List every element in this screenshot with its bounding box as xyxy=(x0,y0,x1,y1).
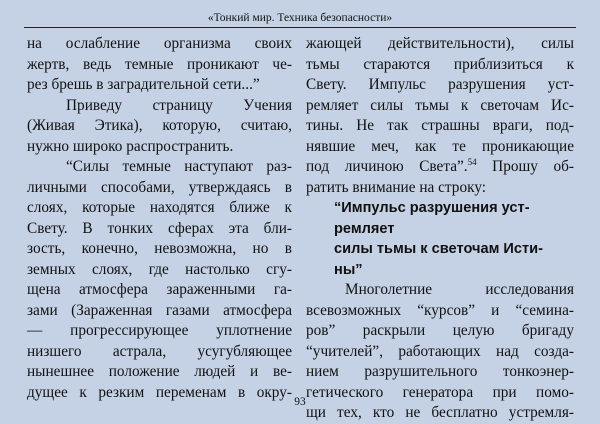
text-line: “учителей”, работающих над созда- xyxy=(306,342,574,360)
text-line: дущее к резким переменам в окру- xyxy=(27,383,292,401)
text-line: ратить внимание на строку: xyxy=(306,178,487,196)
text-line: земных слоях, где настолько сгу- xyxy=(27,260,292,278)
text-line: Свету. Импульс разрушения уст- xyxy=(306,76,574,93)
text-line: слоях, которые находятся ближе к xyxy=(27,199,292,216)
text-line: зами (Зараженная газами атмосфера xyxy=(27,301,292,319)
text-line: нужно широко распространить. xyxy=(27,137,234,155)
text-line: Многолетние исследования xyxy=(345,281,574,298)
text-line: ров” раскрыли целую бригаду xyxy=(306,322,574,339)
running-head: «Тонкий мир. Техника безопасности» xyxy=(207,12,393,24)
text-line xyxy=(306,157,574,178)
left-column xyxy=(27,34,292,403)
header-rule xyxy=(24,27,576,28)
text-line: Приведу страницу Учения xyxy=(66,96,292,114)
quote-end: под личиною Света”. xyxy=(306,158,468,175)
text-line: жертв, ведь темные проникают че- xyxy=(27,55,292,73)
text-line: нынешнее положение людей и ве- xyxy=(27,363,292,380)
page-number: 93 xyxy=(294,396,306,408)
text-line: гетического генератора при помо- xyxy=(306,383,574,401)
text-line: на ослабление организма своих xyxy=(27,35,292,52)
text-line: Свету. В тонких сферах эта бли- xyxy=(27,219,292,237)
emphasized-line: “Импульс разрушения уст- xyxy=(334,200,530,216)
text-line: нием разрушительного тонкоэнер- xyxy=(306,363,574,380)
emphasized-line: ремляет xyxy=(334,220,395,237)
text-line: “Силы темные наступают раз- xyxy=(66,158,292,175)
text-line: щи тех, кто не бесплатно устремля- xyxy=(306,404,574,421)
text-line: ремляет силы тьмы к светочам Ис- xyxy=(306,96,574,114)
request-text: Прошу об- xyxy=(476,158,574,175)
text-line: (Живая Этика), которую, считаю, xyxy=(27,117,292,134)
emphasized-line: ны” xyxy=(334,261,363,278)
text-line: тины. Не так страшны враги, под- xyxy=(306,117,574,134)
right-column xyxy=(306,34,574,424)
text-line: нявшие меч, как те проникающие xyxy=(306,137,574,155)
text-line: личными способами, утверждаясь в xyxy=(27,178,292,196)
footnote-ref[interactable]: 54 xyxy=(467,156,477,167)
text-line: низшего астрала, усугубляющее xyxy=(27,342,292,360)
text-line: тьмы стараются приблизиться к xyxy=(306,55,574,73)
emphasized-line: силы тьмы к светочам Исти- xyxy=(334,241,544,257)
text-line: всевозможных “курсов” и “семина- xyxy=(306,301,574,319)
text-line: щена атмосфера зараженными га- xyxy=(27,281,292,298)
text-line: жающей действительности), силы xyxy=(306,35,574,52)
text-line: зость, конечно, невозможна, но в xyxy=(27,240,292,257)
text-line: рез брешь в заградительной сети...” xyxy=(27,76,260,93)
text-line: — прогрессирующее уплотнение xyxy=(27,322,292,339)
